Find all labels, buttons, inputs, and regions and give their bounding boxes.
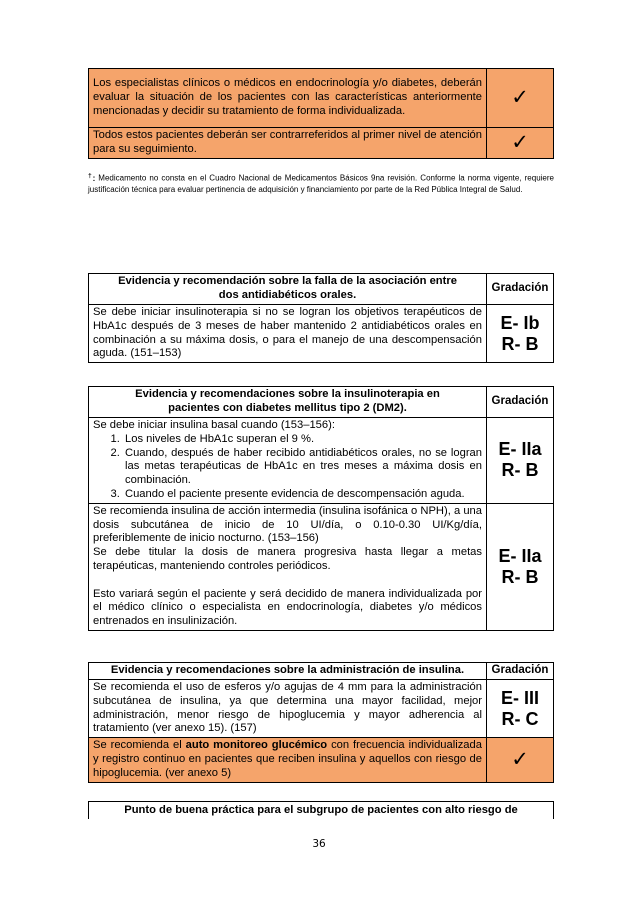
evidence-grade: E- III <box>500 687 539 708</box>
recommendation-cell <box>89 503 487 630</box>
check-icon: ✓ <box>511 747 529 771</box>
recommendation-text: Se debe iniciar insulinoterapia si no se logran los objetivos terapéuticos de HbA1c después de 3 meses de haber mantenido 2 antidiabéticos orales en combinación a su máxima dosis, o para el manejo de una descompensación aguda. (151–153) <box>89 305 487 363</box>
table-header: Evidencia y recomendación sobre la falla de la asociación entre dos antidiabéticos orales. <box>89 274 487 305</box>
table-header-row <box>89 274 554 305</box>
footnote-text: Medicamento no consta en el Cuadro Nacional de Medicamentos Básicos 9na revisión. Conforme la norma vigente, requiere justificación técnica para evaluar pertinencia de adquisición y financiamiento por parte de la Red Pública Integral de Salud. <box>88 173 554 194</box>
table-header: Evidencia y recomendaciones sobre la administración de insulina. <box>89 663 487 680</box>
grade-header: Gradación <box>487 274 554 305</box>
grade-cell <box>487 69 554 128</box>
recommendation-intro: Se debe iniciar insulina basal cuando (153–156): <box>93 419 335 431</box>
recommendation-paragraph: Se debe titular la dosis de manera progresiva hasta llegar a metas terapéuticas, manteniendo controles periódicos. <box>93 546 482 572</box>
check-icon: ✓ <box>511 131 529 154</box>
check-icon: ✓ <box>511 86 529 109</box>
grade-header: Gradación <box>487 387 554 418</box>
grade-header: Gradación <box>487 663 554 680</box>
grade-cell <box>487 680 554 738</box>
table-header: Punto de buena práctica para el subgrupo de pacientes con alto riesgo de <box>89 802 554 820</box>
grade-cell <box>487 418 554 504</box>
footnote-marker: † <box>88 172 93 179</box>
good-practice-table <box>88 801 554 819</box>
recommendation-text: Todos estos pacientes deberán ser contrarreferidos al primer nivel de atención para su seguimiento. <box>89 128 487 159</box>
evidence-grade: E- IIa <box>498 439 542 460</box>
recommendation-paragraph: Se recomienda insulina de acción intermedia (insulina isofánica o NPH), a una dosis subcutánea de inicio de 10 UI/día, o 0.10-0.30 UI/Kg/día, preferiblemente de inicio nocturno. (153–156) <box>93 504 482 545</box>
criteria-list <box>93 433 482 502</box>
footnote <box>88 170 554 195</box>
grade-cell <box>487 503 554 630</box>
grade-cell <box>487 128 554 159</box>
list-item: 2. Cuando, después de haber recibido antidiabéticos orales, no se logran las metas terapéuticas de HbA1c en tres meses a máxima dosis en combinación. <box>123 447 482 488</box>
evidence-table-oral-failure <box>88 273 554 363</box>
evidence-grade: E- Ib <box>500 312 540 333</box>
grade-cell <box>487 305 554 363</box>
table-header: Evidencia y recomendaciones sobre la insulinoterapia en pacientes con diabetes mellitus tipo 2 (DM2). <box>89 387 487 418</box>
recommendation-text: con frecuencia individualizada y registro continuo en pacientes que reciben insulina y aquellos con riesgo de hipoglucemia. (ver anexo 5) <box>93 739 482 779</box>
recommendation-text: Los especialistas clínicos o médicos en endocrinología y/o diabetes, deberán evaluar la situación de los pacientes con las características anteriormente mencionadas y decidir su tratamiento de forma individualizada. <box>89 69 487 128</box>
footnote-marker-suffix: : <box>92 173 96 183</box>
evidence-table-insulin-administration <box>88 662 554 783</box>
recommendation-grade: R- B <box>501 566 539 587</box>
table-header-row <box>89 802 554 820</box>
recommendation-paragraph: Esto variará según el paciente y será decidido de manera individualizada por el médico clínico o especialista en endocrinología, diabetes y/o médicos entrenados en insulinización. <box>93 587 482 628</box>
recommendation-emphasis: auto monitoreo glucémico <box>185 739 328 752</box>
recommendation-text: Se recomienda el uso de esferos y/o agujas de 4 mm para la administración subcutánea de insulina, ya que determina una mayor facilidad, mejor administración, menor riesgo de hipoglucemia y mayor adherencia al tratamiento (ver anexo 15). (157) <box>89 680 487 738</box>
grade-cell <box>487 738 554 782</box>
table-row <box>89 418 554 504</box>
table-row <box>89 305 554 363</box>
recommendation-grade: R- B <box>501 333 539 354</box>
recommendation-grade: R- B <box>501 460 539 481</box>
recommendation-cell <box>89 418 487 504</box>
table-row <box>89 69 554 128</box>
top-recommendations-table <box>88 68 554 159</box>
list-item: 3. Cuando el paciente presente evidencia de descompensación aguda. <box>123 488 482 502</box>
evidence-table-insulin-therapy <box>88 386 554 631</box>
table-row <box>89 503 554 630</box>
recommendation-grade: R- C <box>501 708 539 729</box>
list-item: 1. Los niveles de HbA1c superan el 9 %. <box>123 433 482 447</box>
page-number: 36 <box>312 838 326 850</box>
recommendation-cell <box>89 738 487 782</box>
table-header-row <box>89 663 554 680</box>
table-header-row <box>89 387 554 418</box>
table-row <box>89 680 554 738</box>
table-row <box>89 738 554 782</box>
recommendation-text: Se recomienda el <box>93 739 186 752</box>
evidence-grade: E- IIa <box>498 545 542 566</box>
table-row <box>89 128 554 159</box>
